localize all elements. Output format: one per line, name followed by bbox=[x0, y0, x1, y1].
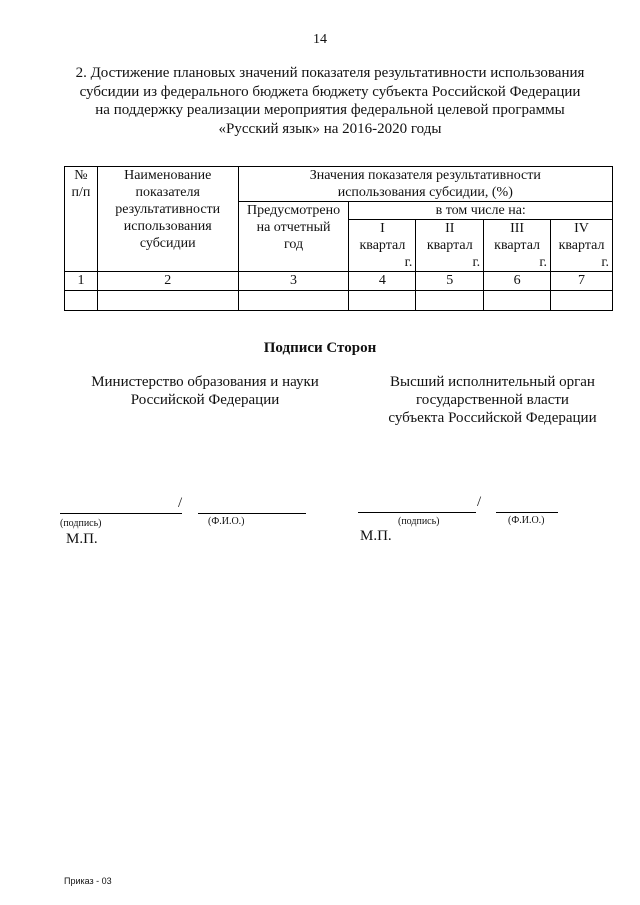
column-number: 1 bbox=[65, 272, 98, 291]
footer-order-ref: Приказ - 03 bbox=[64, 876, 112, 886]
column-number: 5 bbox=[416, 272, 484, 291]
signature-slash: / bbox=[178, 495, 183, 511]
header-quarter-3: III квартал г. bbox=[484, 220, 551, 272]
column-number: 3 bbox=[238, 272, 349, 291]
stamp-label-left: М.П. bbox=[66, 531, 98, 547]
title-line: «Русский язык» на 2016-2020 годы bbox=[218, 120, 442, 137]
table-cell bbox=[349, 291, 416, 311]
title-line: 2. Достижение плановых значений показателя результативности использования bbox=[75, 65, 585, 81]
table-cell bbox=[484, 291, 551, 311]
column-number: 4 bbox=[349, 272, 416, 291]
header-planned: Предусмотрено на отчетный год bbox=[238, 202, 349, 272]
table-cell bbox=[65, 291, 98, 311]
table-cell bbox=[551, 291, 613, 311]
party-right: Высший исполнительный орган государственной власти субъекта Российской Федерации bbox=[388, 374, 597, 426]
column-number: 2 bbox=[97, 272, 238, 291]
column-number: 6 bbox=[484, 272, 551, 291]
signature-line-left bbox=[60, 513, 182, 514]
header-quarter-1: I квартал г. bbox=[349, 220, 416, 272]
header-values: Значения показателя результативности использования субсидии, (%) bbox=[238, 167, 612, 202]
title-line: субсидии из федерального бюджета бюджету субъекта Российской Федерации bbox=[79, 83, 581, 100]
title-line: на поддержку реализации мероприятия федеральной целевой программы bbox=[95, 102, 565, 118]
fio-line-right bbox=[496, 512, 558, 513]
table-row bbox=[65, 291, 613, 311]
page-number: 14 bbox=[313, 32, 327, 47]
fio-label-left: (Ф.И.О.) bbox=[208, 516, 245, 527]
section-title bbox=[60, 64, 600, 138]
signature-slash: / bbox=[477, 494, 482, 510]
table-cell bbox=[416, 291, 484, 311]
header-indicator-name: Наименование показателя результативности использования субсидии bbox=[97, 167, 238, 272]
party-left: Министерство образования и науки Российской Федерации bbox=[91, 374, 319, 408]
table-cell bbox=[238, 291, 349, 311]
signature-label-left: (подпись) bbox=[60, 518, 102, 529]
results-table bbox=[64, 166, 613, 311]
header-quarter-2: II квартал г. bbox=[416, 220, 484, 272]
signatures-heading: Подписи Сторон bbox=[263, 340, 377, 356]
signature-label-right: (подпись) bbox=[398, 516, 440, 527]
header-quarter-4: IV квартал г. bbox=[551, 220, 613, 272]
column-number-row bbox=[65, 272, 613, 291]
table-cell bbox=[97, 291, 238, 311]
signature-line-right bbox=[358, 512, 476, 513]
column-number: 7 bbox=[551, 272, 613, 291]
fio-line-left bbox=[198, 513, 306, 514]
header-number: № п/п bbox=[65, 167, 98, 272]
stamp-label-right: М.П. bbox=[360, 528, 392, 544]
fio-label-right: (Ф.И.О.) bbox=[508, 515, 545, 526]
header-including: в том числе на: bbox=[349, 202, 613, 220]
